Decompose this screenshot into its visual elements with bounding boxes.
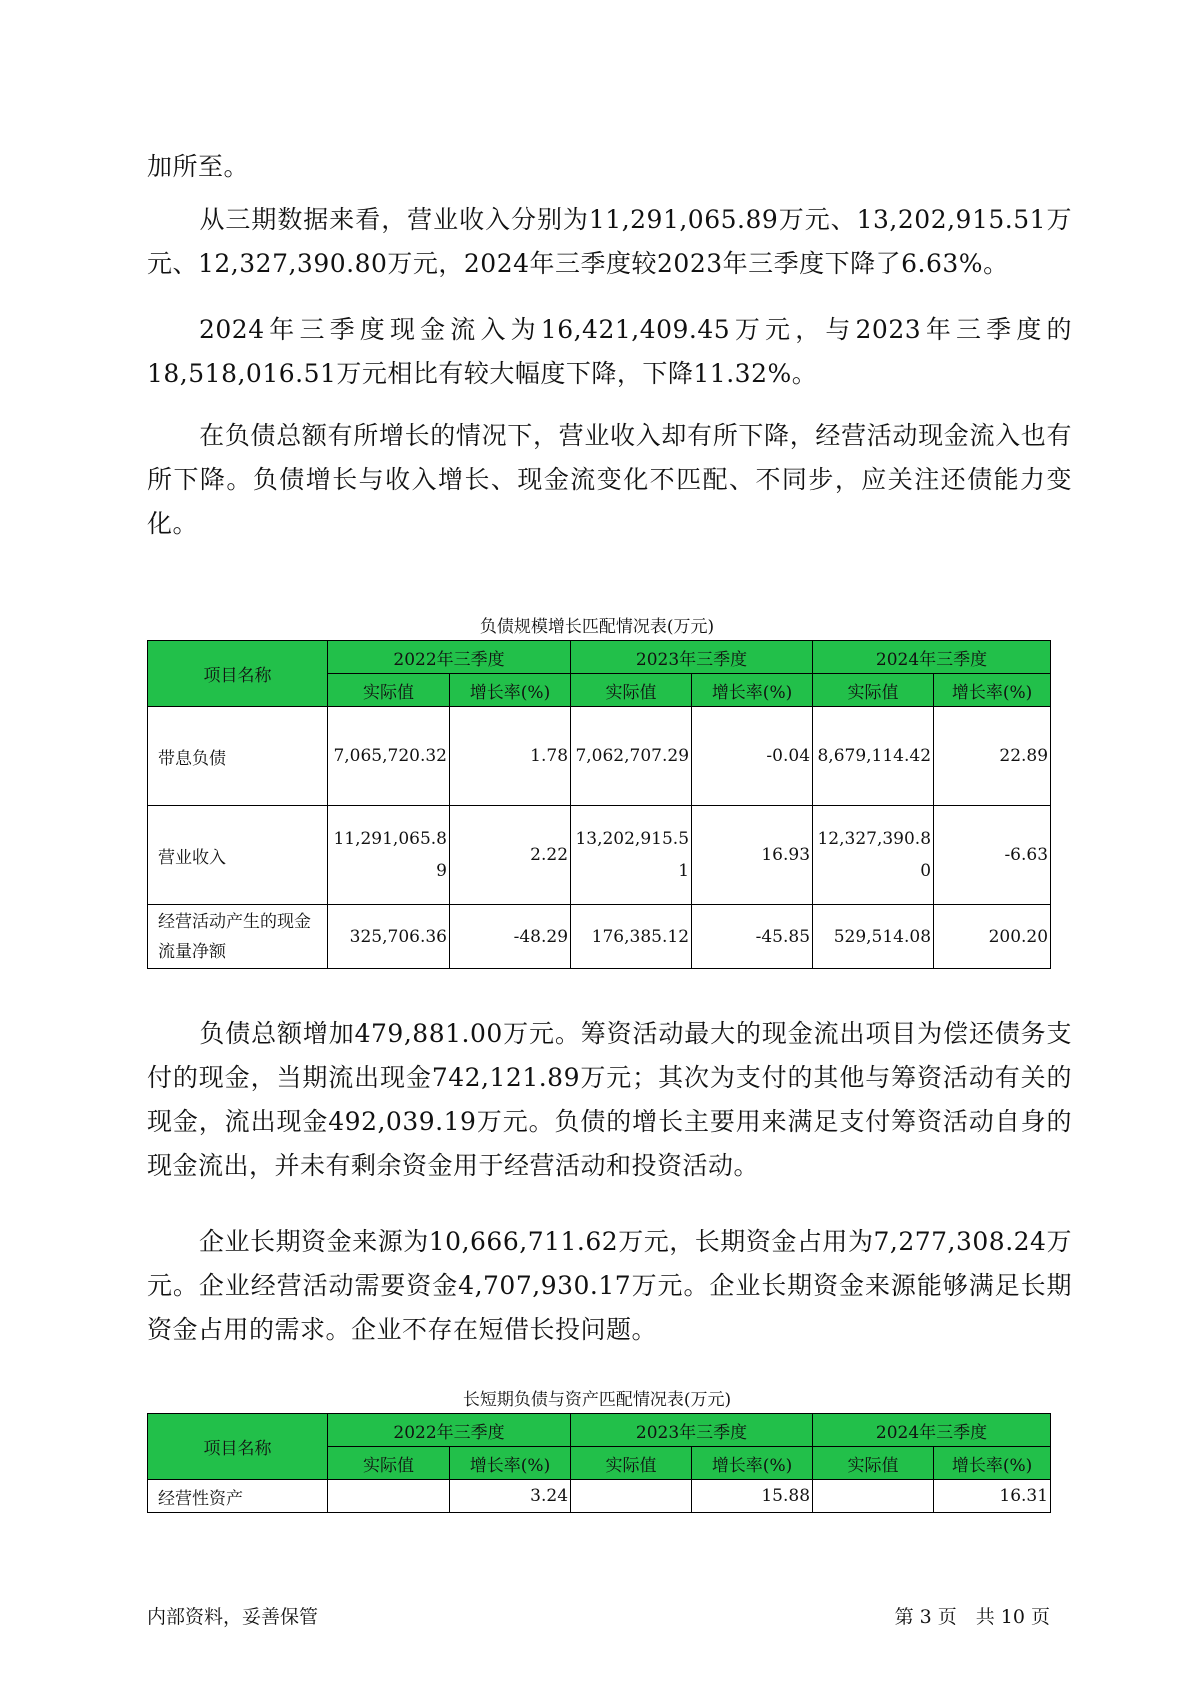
row-name: 营业收入 bbox=[148, 806, 328, 905]
header-period: 2022年三季度 bbox=[328, 1414, 571, 1447]
header-growth: 增长率(%) bbox=[450, 674, 571, 707]
cell-value: 7,065,720.32 bbox=[328, 707, 450, 806]
cell-value bbox=[813, 1480, 934, 1513]
cell-value: -45.85 bbox=[692, 905, 813, 969]
paragraph-3: 在负债总额有所增长的情况下，营业收入却有所下降，经营活动现金流入也有所下降。负债增长与收入增长、现金流变化不匹配、不同步，应关注还债能力变化。 bbox=[147, 421, 1072, 538]
cell-value: 176,385.12 bbox=[571, 905, 692, 969]
header-actual: 实际值 bbox=[328, 1447, 450, 1480]
cell-value: 7,062,707.29 bbox=[571, 707, 692, 806]
header-actual: 实际值 bbox=[813, 1447, 934, 1480]
header-growth: 增长率(%) bbox=[934, 1447, 1051, 1480]
header-growth: 增长率(%) bbox=[934, 674, 1051, 707]
paragraph-0: 加所至。 bbox=[147, 152, 250, 181]
table-row bbox=[148, 905, 1051, 969]
row-name: 经营活动产生的现金流量净额 bbox=[148, 905, 328, 969]
footer-page-number: 第 3 页 共 10 页 bbox=[894, 1606, 1050, 1628]
header-growth: 增长率(%) bbox=[692, 1447, 813, 1480]
cell-value: 200.20 bbox=[934, 905, 1051, 969]
cell-value: -0.04 bbox=[692, 707, 813, 806]
cell-value: -6.63 bbox=[934, 806, 1051, 905]
header-growth: 增长率(%) bbox=[692, 674, 813, 707]
cell-value: -48.29 bbox=[450, 905, 571, 969]
cell-value: 529,514.08 bbox=[813, 905, 934, 969]
table-row bbox=[148, 806, 1051, 905]
cell-value: 11,291,065.89 bbox=[328, 806, 450, 905]
cell-value: 16.93 bbox=[692, 806, 813, 905]
table-row bbox=[148, 1480, 1051, 1513]
header-actual: 实际值 bbox=[813, 674, 934, 707]
cell-value: 8,679,114.42 bbox=[813, 707, 934, 806]
header-item-name: 项目名称 bbox=[148, 1414, 328, 1480]
row-name: 带息负债 bbox=[148, 707, 328, 806]
table-header-row bbox=[148, 641, 1051, 674]
table1-caption: 负债规模增长匹配情况表(万元) bbox=[479, 617, 715, 637]
cell-value: 13,202,915.51 bbox=[571, 806, 692, 905]
header-item-name: 项目名称 bbox=[148, 641, 328, 707]
header-growth: 增长率(%) bbox=[450, 1447, 571, 1480]
table2-caption: 长短期负债与资产匹配情况表(万元) bbox=[462, 1390, 732, 1410]
maturity-match-table bbox=[147, 1413, 1051, 1513]
paragraph-4: 负债总额增加479,881.00万元。筹资活动最大的现金流出项目为偿还债务支付的现金，当期流出现金742,121.89万元；其次为支付的其他与筹资活动有关的现金，流出现金492,039.19万元。负债的增长主要用来满足支付筹资活动自身的现金流出，并未有剩余资金用于经营活动和投资活动。 bbox=[147, 1019, 1072, 1180]
cell-value: 2.22 bbox=[450, 806, 571, 905]
header-actual: 实际值 bbox=[328, 674, 450, 707]
cell-value: 16.31 bbox=[934, 1480, 1051, 1513]
row-name: 经营性资产 bbox=[148, 1480, 328, 1513]
debt-growth-table bbox=[147, 640, 1051, 969]
paragraph-5: 企业长期资金来源为10,666,711.62万元，长期资金占用为7,277,308.24万元。企业经营活动需要资金4,707,930.17万元。企业长期资金来源能够满足长期资金占用的需求。企业不存在短借长投问题。 bbox=[147, 1227, 1072, 1344]
footer-confidential-note: 内部资料，妥善保管 bbox=[147, 1606, 319, 1628]
header-period: 2023年三季度 bbox=[571, 641, 813, 674]
header-period: 2024年三季度 bbox=[813, 1414, 1051, 1447]
cell-value: 22.89 bbox=[934, 707, 1051, 806]
cell-value bbox=[571, 1480, 692, 1513]
header-actual: 实际值 bbox=[571, 674, 692, 707]
cell-value: 3.24 bbox=[450, 1480, 571, 1513]
cell-value: 1.78 bbox=[450, 707, 571, 806]
cell-value: 325,706.36 bbox=[328, 905, 450, 969]
table-header-row bbox=[148, 1414, 1051, 1447]
cell-value: 15.88 bbox=[692, 1480, 813, 1513]
header-actual: 实际值 bbox=[571, 1447, 692, 1480]
paragraph-1: 从三期数据来看，营业收入分别为11,291,065.89万元、13,202,915.51万元、12,327,390.80万元，2024年三季度较2023年三季度下降了6.63%。 bbox=[147, 205, 1072, 278]
header-period: 2024年三季度 bbox=[813, 641, 1051, 674]
cell-value: 12,327,390.80 bbox=[813, 806, 934, 905]
paragraph-2: 2024年三季度现金流入为16,421,409.45万元，与2023年三季度的18,518,016.51万元相比有较大幅度下降，下降11.32%。 bbox=[147, 315, 1072, 388]
table-row bbox=[148, 707, 1051, 806]
cell-value bbox=[328, 1480, 450, 1513]
header-period: 2023年三季度 bbox=[571, 1414, 813, 1447]
header-period: 2022年三季度 bbox=[328, 641, 571, 674]
